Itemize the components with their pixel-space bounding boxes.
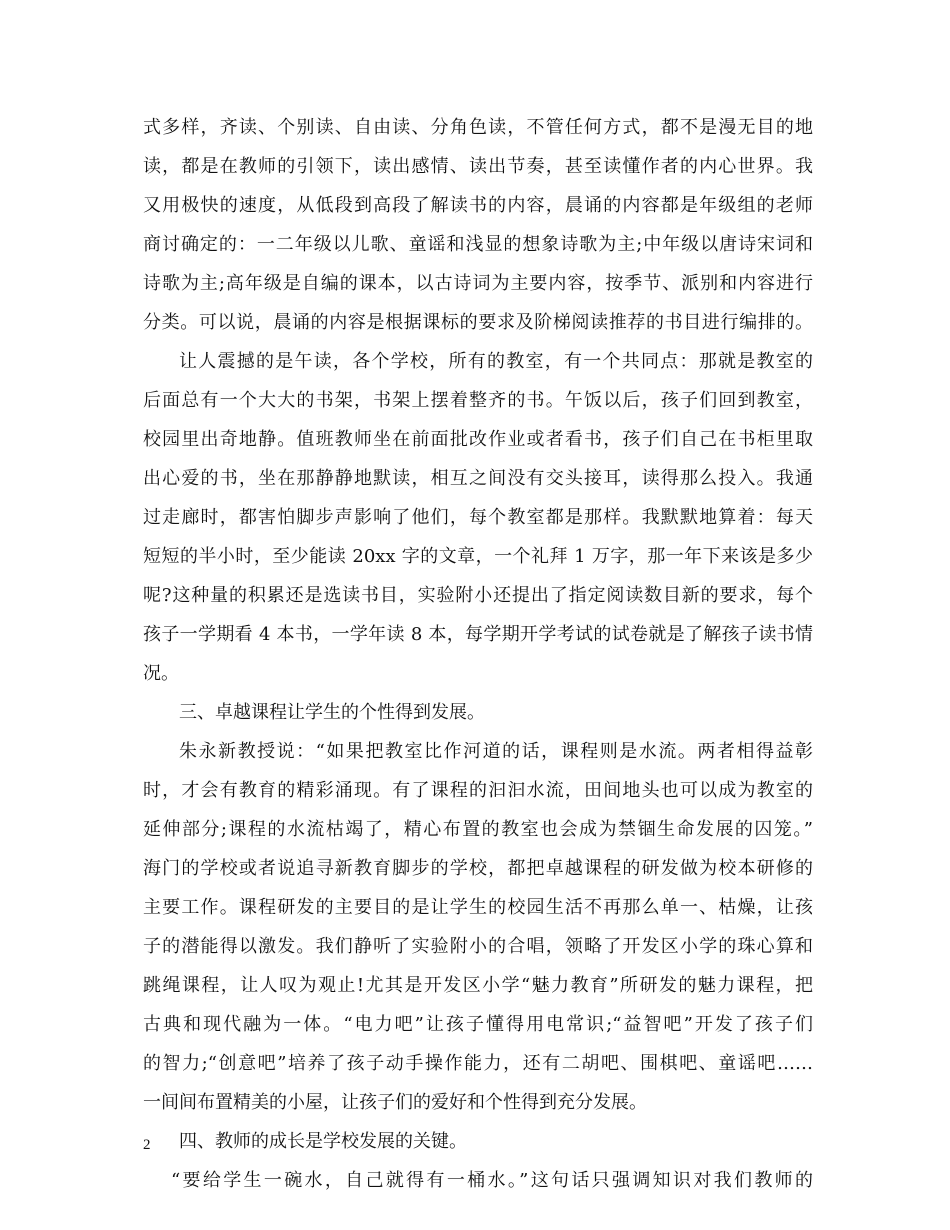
text-line: 一间间布置精美的小屋，让孩子们的爱好和个性得到充分发展。 xyxy=(143,1092,647,1113)
text-line: 诗歌为主;高年级是自编的课本，以古诗词为主要内容，按季节、派别和内容进行 xyxy=(143,273,813,294)
text-line: 后面总有一个大大的书架，书架上摆着整齐的书。午饭以后，孩子们回到教室， xyxy=(143,390,813,411)
text-line: 商讨确定的：一二年级以儿歌、童谣和浅显的想象诗歌为主;中年级以唐诗宋词和 xyxy=(143,234,813,255)
text-line: 延伸部分;课程的水流枯竭了，精心布置的教室也会成为禁锢生命发展的囚笼。” xyxy=(143,819,813,840)
paragraph-first-line: 朱永新教授说：“如果把教室比作河道的话，课程则是水流。两者相得益彰 xyxy=(179,741,813,762)
text-line: 的智力;“创意吧”培养了孩子动手操作能力，还有二胡吧、围棋吧、童谣吧…… xyxy=(143,1053,813,1074)
text-line: 过走廊时，都害怕脚步声影响了他们，每个教室都是那样。我默默地算着：每天 xyxy=(143,507,813,528)
text-line: 子的潜能得以激发。我们静听了实验附小的合唱，领略了开发区小学的珠心算和 xyxy=(143,936,813,957)
text-line: 古典和现代融为一体。“电力吧”让孩子懂得用电常识;“益智吧”开发了孩子们 xyxy=(143,1014,813,1035)
text-line: 海门的学校或者说追寻新教育脚步的学校，都把卓越课程的研发做为校本研修的 xyxy=(143,858,813,879)
page-number: 2 xyxy=(143,1137,151,1153)
paragraph-first-line: “要给学生一碗水，自己就得有一桶水。”这句话只强调知识对我们教师的 xyxy=(171,1170,813,1191)
text-line: 孩子一学期看 4 本书，一学年读 8 本，每学期开学考试的试卷就是了解孩子读书情 xyxy=(143,624,813,645)
text-line: 又用极快的速度，从低段到高段了解读书的内容，晨诵的内容都是年级组的老师 xyxy=(143,195,813,216)
text-line: 短短的半小时，至少能读 20xx 字的文章，一个礼拜 1 万字，那一年下来该是多少 xyxy=(143,546,813,567)
text-line: 出心爱的书，坐在那静静地默读，相互之间没有交头接耳，读得那么投入。我通 xyxy=(143,468,813,489)
text-line: 读，都是在教师的引领下，读出感情、读出节奏，甚至读懂作者的内心世界。我 xyxy=(143,156,813,177)
text-line: 主要工作。课程研发的主要目的是让学生的校园生活不再那么单一、枯燥，让孩 xyxy=(143,897,813,918)
text-line: 校园里出奇地静。值班教师坐在前面批改作业或者看书，孩子们自己在书柜里取 xyxy=(143,429,813,450)
section-heading: 三、卓越课程让学生的个性得到发展。 xyxy=(179,702,485,723)
text-line: 时，才会有教育的精彩涌现。有了课程的汩汩水流，田间地头也可以成为教室的 xyxy=(143,780,813,801)
text-line: 况。 xyxy=(143,663,179,684)
text-line: 呢?这种量的积累还是选读书目，实验附小还提出了指定阅读数目新的要求，每个 xyxy=(143,585,813,606)
text-line: 式多样，齐读、个别读、自由读、分角色读，不管任何方式，都不是漫无目的地 xyxy=(143,117,813,138)
text-line: 跳绳课程，让人叹为观止!尤其是开发区小学“魅力教育”所研发的魅力课程，把 xyxy=(143,975,813,996)
text-line: 分类。可以说，晨诵的内容是根据课标的要求及阶梯阅读推荐的书目进行编排的。 xyxy=(143,312,813,333)
paragraph-first-line: 让人震撼的是午读，各个学校，所有的教室，有一个共同点：那就是教室的 xyxy=(179,351,813,372)
section-heading: 四、教师的成长是学校发展的关键。 xyxy=(179,1131,467,1152)
